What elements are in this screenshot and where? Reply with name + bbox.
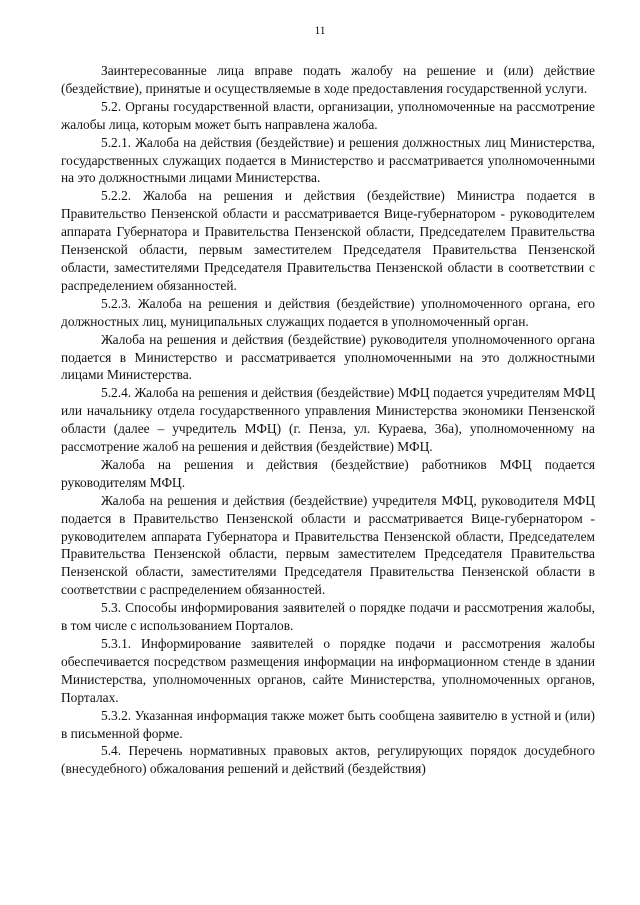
paragraph-5-2-3: 5.2.3. Жалоба на решения и действия (бездействие) уполномоченного органа, его должностных лиц, муниципальных служащих подается в уполномоченный орган. xyxy=(61,295,595,329)
document-body xyxy=(61,62,595,778)
paragraph-5-2-2: 5.2.2. Жалоба на решения и действия (бездействие) Министра подается в Правительство Пензенской области и рассматривается Вице-губернатором - руководителем аппарата Губернатора и Правительства Пензенской области, Председателем Правительства Пензенской области, первым заместителем Председателя Правительства Пензенской области, заместителями Председателя Правительства Пензенской области в соответствии с распределением обязанностей. xyxy=(61,188,595,293)
paragraph-5-2-4: 5.2.4. Жалоба на решения и действия (бездействие) МФЦ подается учредителям МФЦ или начальнику отдела государственного управления Министерства экономики Пензенской области (далее – учредитель МФЦ) (г. Пенза, ул. Кураева, 36а), уполномоченному на рассмотрение жалоб на решения и действия (бездействие) МФЦ. xyxy=(61,385,595,455)
paragraph-5-3: 5.3. Способы информирования заявителей о порядке подачи и рассмотрения жалобы, в том числе с использованием Порталов. xyxy=(61,600,595,634)
paragraph-complaint-mfc-founder: Жалоба на решения и действия (бездействие) учредителя МФЦ, руководителя МФЦ подается в Правительство Пензенской области и рассматривается Вице-губернатором - руководителем аппарата Губернатора и Правительства Пензенской области, Председателем Правительства Пензенской области, первым заместителем Председателя Правительства Пензенской области, заместителями Председателя Правительства Пензенской области в соответствии с распределением обязанностей. xyxy=(61,492,595,598)
paragraph-complaint-head-authorized-body: Жалоба на решения и действия (бездействие) руководителя уполномоченного органа подается в Министерство и рассматривается уполномоченными на это должностными лицами Министерства. xyxy=(61,331,595,383)
page-number: 11 xyxy=(314,25,326,37)
paragraph-5-3-2: 5.3.2. Указанная информация также может быть сообщена заявителю в устной и (или) в письменной форме. xyxy=(61,707,595,741)
paragraph-5-4: 5.4. Перечень нормативных правовых актов, регулирующих порядок досудебного (внесудебного) обжалования решений и действий (бездействия) xyxy=(61,743,595,777)
paragraph-5-3-1: 5.3.1. Информирование заявителей о порядке подачи и рассмотрения жалобы обеспечивается посредством размещения информации на информационном стенде в здании Министерства, уполномоченных органов, сайте Министерства, уполномоченных органов, Порталах. xyxy=(61,636,595,705)
paragraph-complaint-mfc-workers: Жалоба на решения и действия (бездействие) работников МФЦ подается руководителям МФЦ. xyxy=(61,456,595,490)
paragraph-complaint-right: Заинтересованные лица вправе подать жалобу на решение и (или) действие (бездействие), принятые и осуществляемые в ходе предоставления государственной услуги. xyxy=(61,63,595,96)
paragraph-5-2: 5.2. Органы государственной власти, организации, уполномоченные на рассмотрение жалобы лица, которым может быть направлена жалоба. xyxy=(61,98,595,132)
paragraph-5-2-1: 5.2.1. Жалоба на действия (бездействие) и решения должностных лиц Министерства, государственных служащих подается в Министерство и рассматривается уполномоченными на это должностными лицами Министерства. xyxy=(61,134,595,186)
